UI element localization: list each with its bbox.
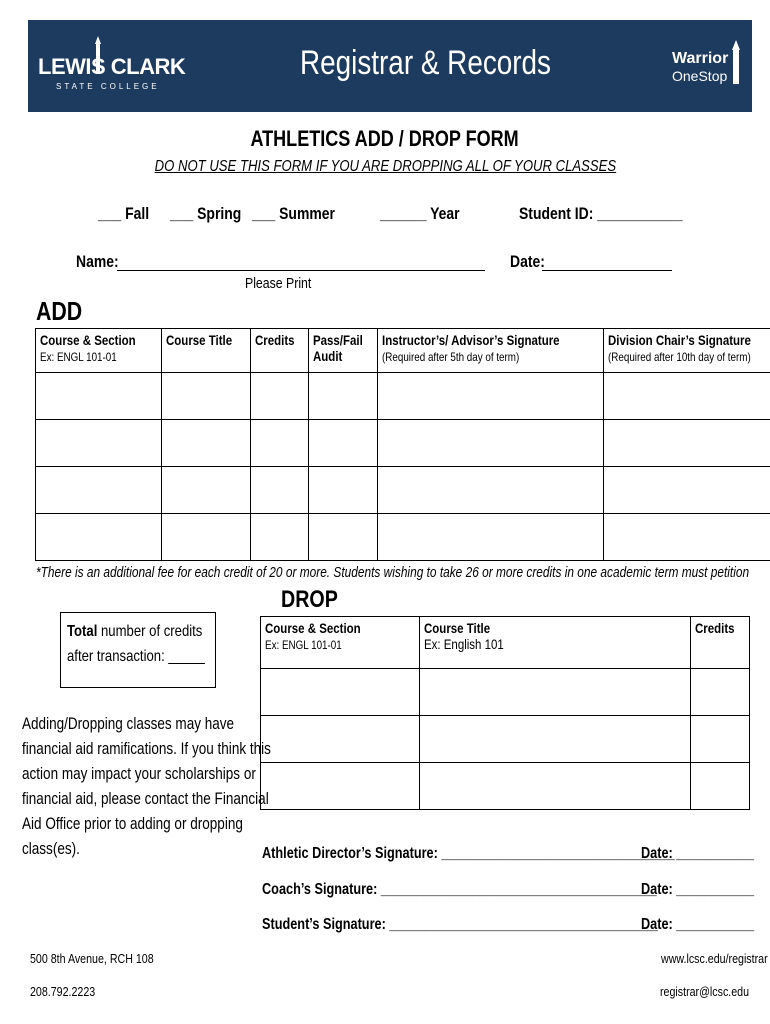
- add-cell[interactable]: [308, 420, 378, 467]
- credit-fee-note: *There is an additional fee for each credit of 20 or more. Students wishing to take 26 or more credits in one academic term must petition: [36, 565, 750, 581]
- add-cell[interactable]: [251, 373, 308, 420]
- table-row[interactable]: [36, 467, 770, 514]
- drop-cell[interactable]: [261, 669, 420, 716]
- drop-col-course-title: Course Title Ex: English 101: [419, 617, 690, 669]
- drop-cell[interactable]: [691, 716, 750, 763]
- table-row[interactable]: [261, 763, 750, 810]
- warrior-onestop-logo: [672, 40, 744, 92]
- table-row[interactable]: [36, 420, 770, 467]
- logo-subtext: STATE COLLEGE: [56, 82, 160, 91]
- add-cell[interactable]: [161, 373, 251, 420]
- drop-cell[interactable]: [691, 763, 750, 810]
- add-cell[interactable]: [378, 514, 604, 561]
- logo-text-warrior: Warrior: [672, 50, 729, 67]
- logo-text-onestop: OneStop: [672, 68, 728, 84]
- term-fall[interactable]: ___ Fall: [98, 204, 150, 223]
- date-field[interactable]: [542, 270, 672, 271]
- form-warning: DO NOT USE THIS FORM IF YOU ARE DROPPING ALL OF YOUR CLASSES: [154, 158, 616, 175]
- financial-aid-notice: [22, 712, 271, 862]
- date-label: Date:: [510, 252, 545, 271]
- please-print-hint: Please Print: [245, 275, 312, 292]
- add-cell[interactable]: [378, 373, 604, 420]
- add-col-course-section: Course & Section Ex: ENGL 101-01: [36, 329, 162, 373]
- drop-cell[interactable]: [261, 716, 420, 763]
- drop-table: [260, 616, 750, 810]
- athletic-director-date-field[interactable]: Date: ___________: [641, 845, 755, 862]
- table-row[interactable]: [261, 669, 750, 716]
- coach-date-field[interactable]: Date: ___________: [641, 881, 755, 898]
- aid-line: financial aid ramifications. If you think this: [22, 740, 271, 758]
- drop-col-course-section: Course & Section Ex: ENGL 101-01: [261, 617, 420, 669]
- table-row[interactable]: [36, 514, 770, 561]
- student-signature-field[interactable]: Student’s Signature: ______________________________________: [262, 916, 658, 933]
- add-cell[interactable]: [603, 420, 770, 467]
- drop-cell[interactable]: [419, 763, 690, 810]
- aid-line: class(es).: [22, 840, 80, 858]
- total-credits-text: Total number of credits: [67, 623, 203, 640]
- table-row[interactable]: [36, 373, 770, 420]
- year-field[interactable]: ______ Year: [380, 204, 460, 223]
- athletic-director-signature-field[interactable]: Athletic Director’s Signature: _________________________________: [262, 845, 675, 862]
- add-cell[interactable]: [308, 514, 378, 561]
- add-cell[interactable]: [251, 467, 308, 514]
- footer-website-link[interactable]: www.lcsc.edu/registrar: [661, 951, 768, 966]
- total-credits-box: [60, 612, 216, 688]
- name-field[interactable]: [117, 270, 485, 271]
- student-date-field[interactable]: Date: ___________: [641, 916, 755, 933]
- coach-signature-field[interactable]: Coach’s Signature: _______________________________________: [262, 881, 657, 898]
- drop-header-row: [261, 617, 750, 669]
- add-cell[interactable]: [378, 420, 604, 467]
- add-cell[interactable]: [378, 467, 604, 514]
- add-cell[interactable]: [161, 467, 251, 514]
- add-col-chair-signature: Division Chair’s Signature (Required after 10th day of term): [603, 329, 770, 373]
- drop-cell[interactable]: [419, 669, 690, 716]
- add-col-instructor-signature: Instructor’s/ Advisor’s Signature (Required after 5th day of term): [378, 329, 604, 373]
- add-table: [35, 328, 770, 561]
- add-col-pass-fail: Pass/Fail Audit: [308, 329, 378, 373]
- add-cell[interactable]: [308, 467, 378, 514]
- logo-text: LEWIS CLARK: [38, 54, 186, 79]
- footer-address: 500 8th Avenue, RCH 108: [30, 951, 154, 966]
- drop-heading: DROP: [281, 586, 338, 613]
- term-spring[interactable]: ___ Spring: [170, 204, 242, 223]
- add-cell[interactable]: [603, 514, 770, 561]
- form-title: ATHLETICS ADD / DROP FORM: [250, 126, 520, 151]
- add-col-credits: Credits: [251, 329, 308, 373]
- term-summer[interactable]: ___ Summer: [252, 204, 335, 223]
- footer-email-link[interactable]: registrar@lcsc.edu: [660, 984, 750, 999]
- drop-cell[interactable]: [691, 669, 750, 716]
- add-col-course-title: Course Title: [161, 329, 251, 373]
- drop-cell[interactable]: [261, 763, 420, 810]
- add-header-row: [36, 329, 770, 373]
- aid-line: Adding/Dropping classes may have: [22, 715, 235, 733]
- page-title: Registrar & Records: [300, 44, 552, 82]
- tower-icon: [730, 40, 742, 86]
- aid-line: action may impact your scholarships or: [22, 765, 256, 783]
- footer-phone: 208.792.2223: [30, 984, 96, 999]
- add-cell[interactable]: [603, 467, 770, 514]
- lcsc-logo: [38, 36, 186, 96]
- add-cell[interactable]: [36, 467, 162, 514]
- student-id-field[interactable]: Student ID: ___________: [519, 204, 683, 223]
- add-cell[interactable]: [161, 514, 251, 561]
- add-cell[interactable]: [161, 420, 251, 467]
- add-cell[interactable]: [603, 373, 770, 420]
- add-cell[interactable]: [36, 420, 162, 467]
- table-row[interactable]: [261, 716, 750, 763]
- aid-line: Aid Office prior to adding or dropping: [22, 815, 243, 833]
- drop-cell[interactable]: [419, 716, 690, 763]
- add-cell[interactable]: [36, 514, 162, 561]
- aid-line: financial aid, please contact the Financial: [22, 790, 269, 808]
- add-cell[interactable]: [36, 373, 162, 420]
- add-cell[interactable]: [308, 373, 378, 420]
- name-label: Name:: [76, 252, 119, 271]
- drop-col-credits: Credits: [691, 617, 750, 669]
- add-cell[interactable]: [251, 514, 308, 561]
- add-cell[interactable]: [251, 420, 308, 467]
- add-heading: ADD: [36, 296, 83, 326]
- total-credits-field[interactable]: after transaction: _____: [67, 648, 205, 665]
